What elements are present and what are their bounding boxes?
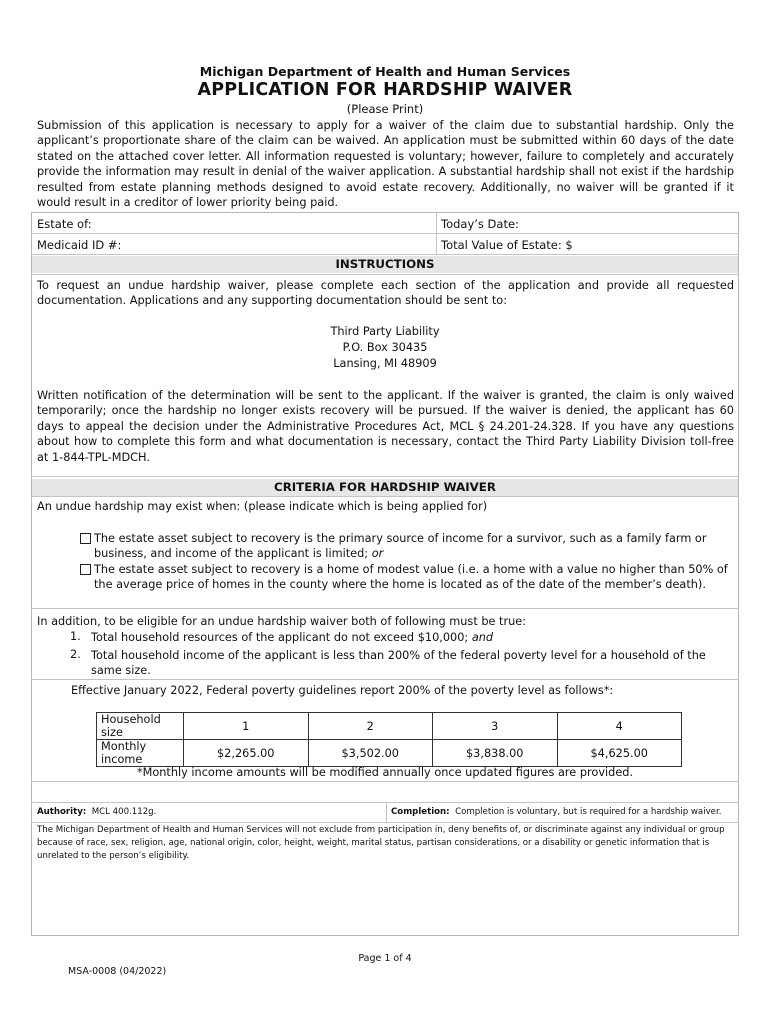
divider <box>31 781 739 782</box>
poverty-table <box>96 712 682 767</box>
divider <box>31 274 739 275</box>
page-title: APPLICATION FOR HARDSHIP WAIVER <box>197 80 573 100</box>
intro-paragraph: Submission of this application is necessary to apply for a waiver of the claim due to substantial hardship. Only the applicant’s proportionate share of the claim can be waived. An application must be submitted within 60 days of the date stated on the attached cover letter. All information requested is voluntary; however, failure to completely and accurately provide the information may result in denial of the waiver application. A substantial hardship shall not exist if the hardship resulted from estate planning methods designed to avoid estate recovery. Additionally, no waiver will be granted if it would result in a creditor of lower priority being paid. <box>37 119 734 210</box>
authority-text: MCL 400.112g. <box>91 807 157 817</box>
requirement-resources <box>91 630 731 645</box>
table-cell: $3,502.00 <box>308 740 433 767</box>
completion-label: Completion: <box>391 807 450 817</box>
page-number: Page 1 of 4 <box>358 953 412 964</box>
table-cell: 2 <box>308 713 433 740</box>
estate-of-field[interactable]: Estate of: <box>37 217 92 231</box>
table-cell: $4,625.00 <box>557 740 682 767</box>
option-primary-income <box>94 531 728 562</box>
option-modest-home: The estate asset subject to recovery is a home of modest value (i.e. a home with a value no higher than 50% of the average price of homes in the county where the home is located as of the date of the member’s death). <box>94 563 728 592</box>
requirement-number: 2. <box>70 648 81 661</box>
address-line: Lansing, MI 48909 <box>333 357 437 370</box>
table-cell: $3,838.00 <box>433 740 558 767</box>
requirement-suffix: and <box>471 631 494 644</box>
divider <box>31 802 739 803</box>
authority-line <box>37 806 156 819</box>
divider <box>31 496 739 497</box>
nondiscrimination-statement: The Michigan Department of Health and Human Services will not exclude from participation in, deny benefits of, or discriminate against any individual or group because of race, sex, religion, age, national origin, color, height, weight, marital status, partisan considerations, or a disability or genetic information that is unrelated to the person’s eligibility. <box>37 825 725 861</box>
modest-home-checkbox[interactable] <box>80 564 91 575</box>
divider <box>31 608 739 609</box>
authority-label: Authority: <box>37 807 87 817</box>
address-line: Third Party Liability <box>330 325 440 338</box>
divider <box>31 254 739 255</box>
table-cell: 1 <box>184 713 309 740</box>
requirement-number: 1. <box>70 630 81 643</box>
criteria-heading: CRITERIA FOR HARDSHIP WAIVER <box>32 479 738 496</box>
todays-date-field[interactable]: Today’s Date: <box>441 217 519 231</box>
table-cell: 3 <box>433 713 558 740</box>
option-suffix: or <box>371 547 384 561</box>
table-cell: $2,265.00 <box>184 740 309 767</box>
instructions-heading: INSTRUCTIONS <box>32 256 738 273</box>
divider <box>31 822 739 823</box>
table-header-cell: Monthly income <box>97 740 184 767</box>
requirement-income: Total household income of the applicant is less than 200% of the federal poverty level for a household of the same size. <box>91 649 706 678</box>
completion-text: Completion is voluntary, but is required for a hardship waiver. <box>455 807 722 817</box>
requirement-text: Total household resources of the applicant do not exceed $10,000; <box>91 631 469 644</box>
completion-line <box>391 806 721 819</box>
primary-income-checkbox[interactable] <box>80 533 91 544</box>
table-row <box>97 740 682 767</box>
divider <box>31 233 739 234</box>
determination-paragraph: Written notification of the determination will be sent to the applicant. If the waiver is granted, the claim is only waived temporarily; once the hardship no longer exists recovery will be pursued. If the waiver is denied, the applicant has 60 days to appeal the decision under the Administrative Procedures Act, MCL § 24.201-24.328. If you have any questions about how to complete this form and what documentation is necessary, contact the Third Party Liability Division toll-free at 1-844-TPL-MDCH. <box>37 389 734 464</box>
addition-lead: In addition, to be eligible for an undue hardship waiver both of following must be true: <box>37 615 527 628</box>
form-id: MSA-0008 (04/2022) <box>68 966 167 977</box>
department-name: Michigan Department of Health and Human Services <box>199 64 571 79</box>
criteria-lead: An undue hardship may exist when: (please indicate which is being applied for) <box>37 500 488 513</box>
medicaid-id-field[interactable]: Medicaid ID #: <box>37 238 122 252</box>
divider <box>31 476 739 477</box>
table-cell: 4 <box>557 713 682 740</box>
divider <box>436 212 437 254</box>
instructions-paragraph: To request an undue hardship waiver, please complete each section of the application and provide all requested documentation. Applications and any supporting documentation should be sent to: <box>37 279 734 308</box>
income-footnote: *Monthly income amounts will be modified annually once updated figures are provided. <box>136 766 634 779</box>
effective-note: Effective January 2022, Federal poverty guidelines report 200% of the poverty level as follows*: <box>71 684 614 697</box>
address-line: P.O. Box 30435 <box>342 341 428 354</box>
option-text: The estate asset subject to recovery is the primary source of income for a survivor, such as a family farm or business, and income of the applicant is limited; <box>94 532 707 561</box>
table-row <box>97 713 682 740</box>
table-header-cell: Household size <box>97 713 184 740</box>
total-value-field[interactable]: Total Value of Estate: $ <box>441 238 573 252</box>
print-note: (Please Print) <box>346 102 424 116</box>
divider <box>386 802 387 822</box>
divider <box>31 679 739 680</box>
